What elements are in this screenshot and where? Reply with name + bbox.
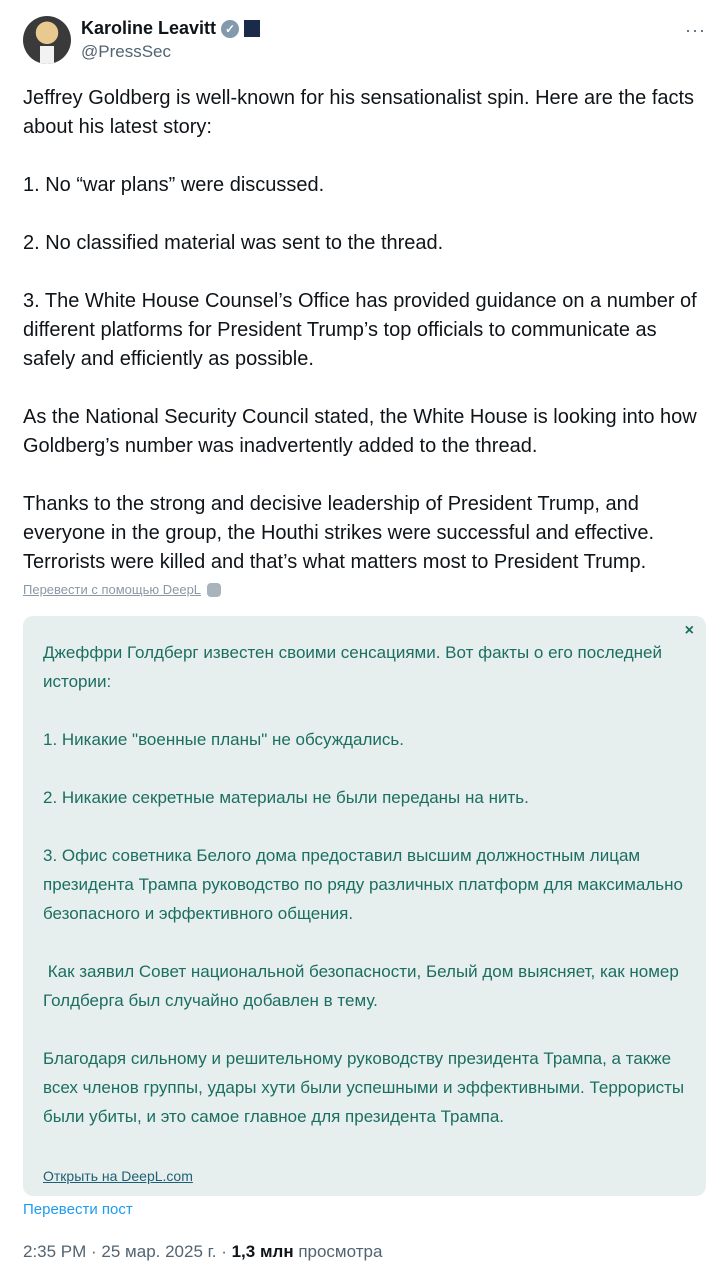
views-label: просмотра (293, 1242, 383, 1261)
open-deepl-link[interactable]: Открыть на DeepL.com (43, 1168, 193, 1184)
translation-paragraph: Благодаря сильному и решительному руководству президента Трампа, а также всех членов группы, удары хути были успешными и эффективными. Террористы были убиты, и это самое главное для президента Трампа. (43, 1049, 685, 1126)
translation-paragraph: Джеффри Голдберг известен своими сенсациями. Вот факты о его последней истории: (43, 643, 662, 691)
post-header (23, 16, 708, 66)
post-paragraph: As the National Security Council stated, the White House is looking into how Goldberg’s number was inadvertently added to the thread. (23, 406, 697, 457)
post-paragraph: 2. No classified material was sent to the thread. (23, 232, 444, 254)
post-text (23, 84, 713, 577)
author-name-row[interactable] (81, 18, 260, 39)
post-meta (23, 1242, 382, 1262)
post-paragraph: Thanks to the strong and decisive leadership of President Trump, and everyone in the group, the Houthi strikes were successful and effective. Terrorists were killed and that’s what matters most to President Trump. (23, 493, 655, 573)
translation-text (43, 638, 693, 1160)
deepl-translate-link[interactable] (23, 582, 221, 597)
view-count: 1,3 млн (231, 1242, 294, 1261)
post-paragraph: Jeffrey Goldberg is well-known for his sensationalist spin. Here are the facts about his latest story: (23, 87, 695, 138)
post-paragraph: 1. No “war plans” were discussed. (23, 174, 325, 196)
avatar[interactable] (23, 16, 71, 64)
translation-box (23, 616, 706, 1196)
deepl-link-label[interactable]: Перевести с помощью DeepL (23, 582, 202, 597)
translation-paragraph: 1. Никакие "военные планы" не обсуждались. (43, 730, 404, 749)
post-timestamp[interactable]: 2:35 PM · 25 мар. 2025 г. · (23, 1242, 232, 1261)
more-options-icon[interactable]: ··· (685, 20, 706, 40)
post-paragraph: 3. The White House Counsel’s Office has provided guidance on a number of different platforms for President Trump’s top officials to communicate as safely and efficiently as possible. (23, 290, 697, 370)
author-handle[interactable]: @PressSec (81, 42, 172, 61)
white-house-icon[interactable] (244, 20, 260, 37)
deepl-icon (207, 583, 221, 597)
close-icon[interactable]: × (684, 622, 694, 639)
translate-post-link[interactable]: Перевести пост (23, 1201, 133, 1218)
translation-paragraph: Как заявил Совет национальной безопасности, Белый дом выясняет, как номер Голдберга был случайно добавлен в тему. (43, 962, 684, 1010)
translation-paragraph: 3. Офис советника Белого дома предоставил высшим должностным лицам президента Трампа руководство по ряду различных платформ для максимально безопасного и эффективного общения. (43, 846, 683, 923)
translation-paragraph: 2. Никакие секретные материалы не были переданы на нить. (43, 788, 529, 807)
verified-badge-icon[interactable]: ✓ (221, 20, 239, 38)
author-name[interactable]: Karoline Leavitt (81, 18, 217, 38)
